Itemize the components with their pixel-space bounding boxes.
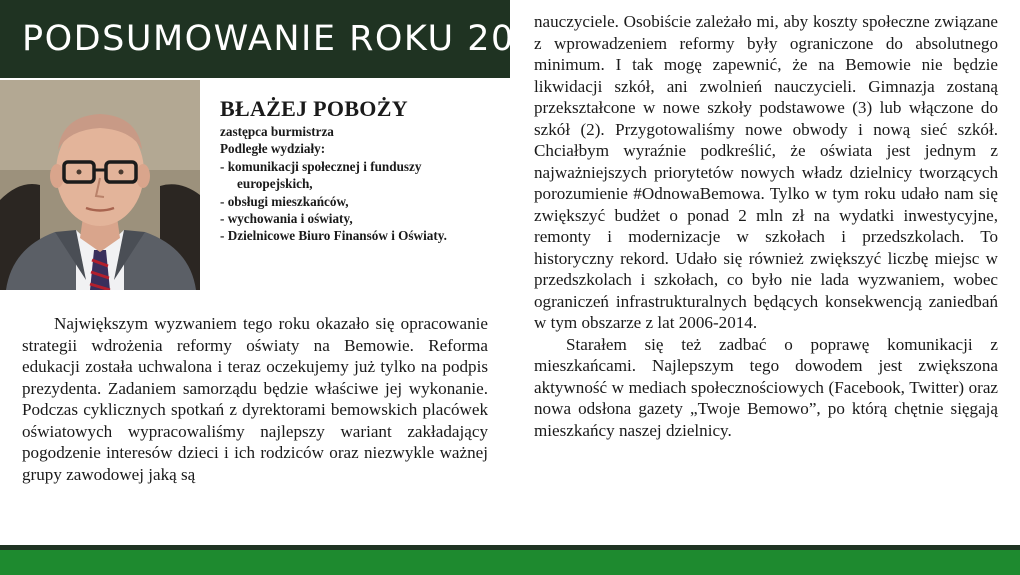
page-title: PODSUMOWANIE ROKU 2016	[22, 19, 563, 59]
article-paragraph-continuation: nauczyciele. Osobiście zależało mi, aby koszty społeczne związane z wprowadzeniem reformy były ograniczone do absolutnego minimum. I tak mogę zapewnić, że na Bemowie nie będzie likwidacji szkół, ani zwolnień nauczycieli. Gimnazja zostaną przekształcone w nowe szkoły podstawowe (3) lub włączone do szkół (2). Przygotowaliśmy nowe obwody i nową sieć szkół. Chciałbym wyraźnie podkreślić, że oświata jest jednym z najważniejszych priorytetów nowych władz dzielnicy tworzących porozumienie #OdnowaBemowa. Tylko w tym roku udało nam się zwiększyć budżet o ponad 2 mln zł na wydatki inwestycyjne, remonty i modernizacje w szkołach i przedszkolach. To historyczny rekord. Udało się również zwiększyć liczbę miejsc w przedszkolach i szkołach, co było nie lada wyzwaniem, wobec ograniczeń infrastrukturalnych będących konsekwencją zaniedbań w tym obszarze z lat 2006-2014.	[534, 12, 998, 332]
article-paragraph: Starałem się też zadbać o poprawę komunikacji z mieszkańcami. Najlepszym tego dowodem jest zwiększona aktywność w mediach społecznościowych (Facebook, Twitter) oraz nowa odsłona gazety „Twoje Bemowo”, po którą chętnie sięgają mieszkańcy naszej dzielnicy.	[534, 334, 998, 440]
title-bar	[0, 0, 563, 78]
person-name: BŁAŻEJ POBOŻY	[220, 96, 408, 121]
article-left-column	[22, 313, 488, 485]
department-item: - obsługi mieszkańców,	[220, 193, 349, 209]
profile-info	[220, 96, 510, 245]
person-role: zastępca burmistrza	[220, 124, 334, 139]
departments-heading: Podległe wydziały:	[220, 141, 326, 157]
department-item: - komunikacji społecznej i funduszy	[220, 158, 422, 174]
portrait-illustration	[0, 80, 200, 290]
portrait-photo	[0, 80, 200, 290]
department-item: - Dzielnicowe Biuro Finansów i Oświaty.	[220, 228, 447, 244]
footer-band	[0, 550, 1020, 575]
article-right-column	[534, 11, 998, 441]
department-item-continuation: europejskich,	[237, 176, 313, 192]
article-paragraph: Największym wyzwaniem tego roku okazało się opracowanie strategii wdrożenia reformy oświaty na Bemowie. Reforma edukacji została uchwalona i teraz oczekujemy już tylko na podpis prezydenta. Zadaniem samorządu będzie właściwe jej wykonanie. Podczas cyklicznych spotkań z dyrektorami bemowskich placówek oświatowych wypracowaliśmy najlepszy wariant zakładający pogodzenie interesów dzieci i ich rodziców oraz niezwykle ważnej grupy zawodowej jaką są	[22, 314, 488, 484]
department-item: - wychowania i oświaty,	[220, 211, 353, 227]
